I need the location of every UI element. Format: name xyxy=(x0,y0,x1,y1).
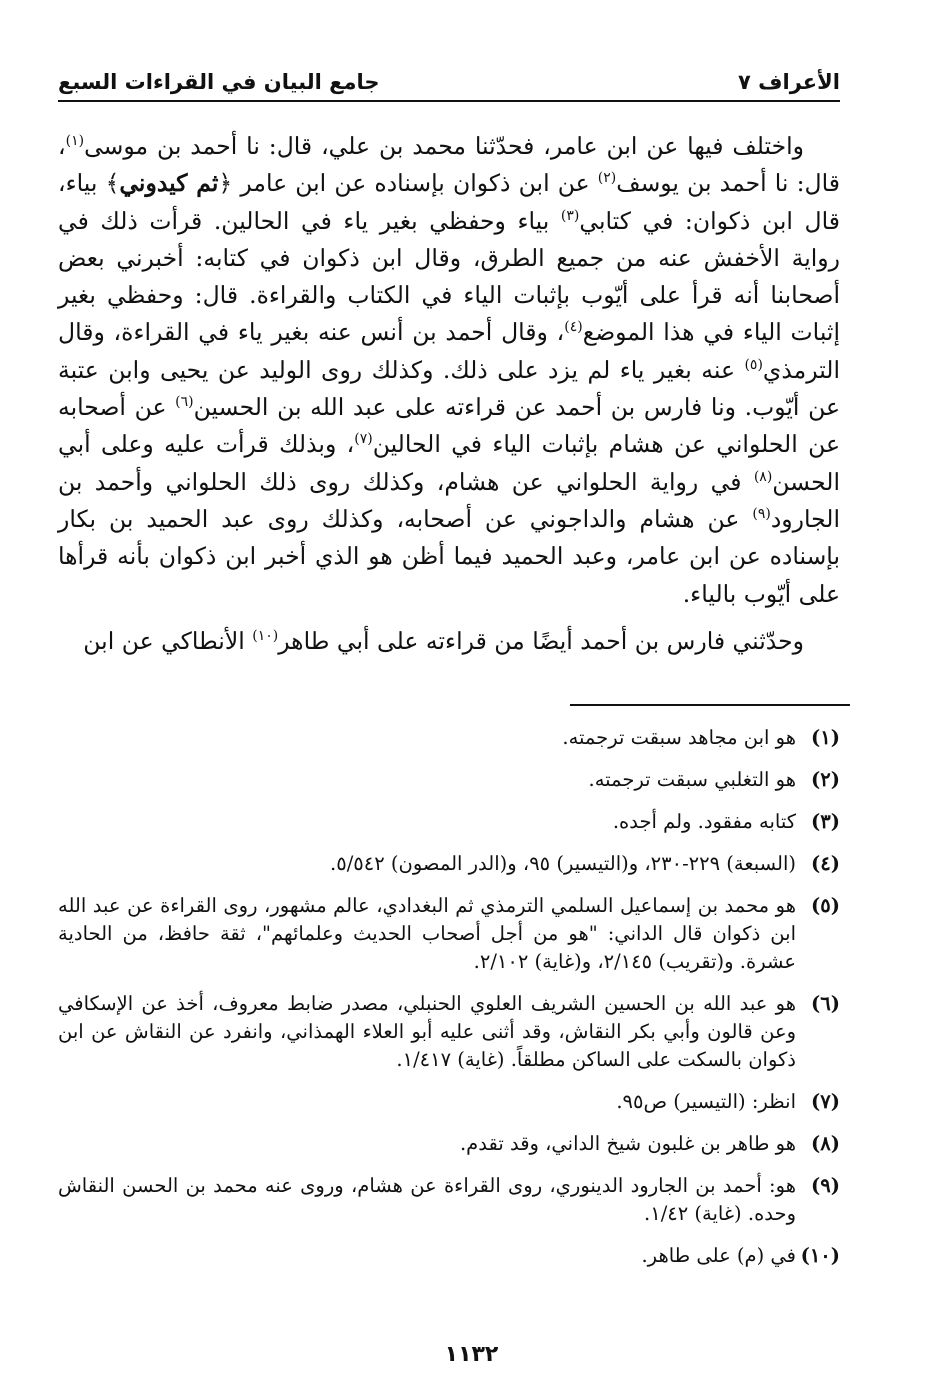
page-number: ١١٣٢ xyxy=(444,1342,499,1367)
text-run: عنه بغير ياء لم يزد على ذلك. وكذلك روى الوليد عن يحيى وابن عتبة عن أيّوب. ونا فارس بن أحمد عن قراءته على عبد الله بن الحسين xyxy=(58,355,840,422)
footnote-number: (٢) xyxy=(811,768,840,791)
footnote-ref-5: (٥) xyxy=(744,356,763,373)
footnotes xyxy=(58,724,840,1284)
footnote xyxy=(58,1088,840,1116)
footnote xyxy=(58,892,840,976)
footnote-ref-1: (١) xyxy=(65,133,85,150)
footnote-text: هو: أحمد بن الجارود الدينوري، روى القراءة عن هشام، وروى عنه محمد بن الحسن النقاش وحده. (غاية) ١/٤٢. xyxy=(58,1174,796,1225)
footnote-ref-10: (١٠) xyxy=(252,628,279,645)
footnote-ref-9: (٩) xyxy=(752,506,771,523)
footnote-divider xyxy=(570,704,850,706)
text-run: بياء وحفظي بغير ياء في الحالين. قرأت ذلك في رواية الأخفش عنه من جميع الطرق، وقال ابن ذكوان في كتابه: أخبرني بعض أصحابنا أنه قرأ على أيّوب بإثبات الياء في الكتاب والقراءة. قال: وحفظي بغير إثبات الياء في هذا الموضع xyxy=(58,206,841,347)
quran-text: ثم كيدوني xyxy=(119,169,219,198)
footnote-number: (٦) xyxy=(811,992,840,1015)
footnote-number: (٨) xyxy=(811,1132,840,1155)
footnote-text: هو التغلبي سبقت ترجمته. xyxy=(588,768,796,791)
footnote xyxy=(58,850,840,878)
footnote-number: (١) xyxy=(811,726,840,749)
paragraph-1 xyxy=(58,128,840,613)
footnote-ref-3: (٣) xyxy=(560,207,580,224)
footnote xyxy=(58,990,840,1074)
surah-label: الأعراف ٧ xyxy=(738,70,840,94)
footnote-number: (٥) xyxy=(811,894,840,917)
text-run: واختلف فيها عن ابن عامر، فحدّثنا محمد بن علي، قال: نا أحمد بن موسى xyxy=(84,132,805,160)
footnote-number: (٧) xyxy=(811,1090,840,1113)
footnote-number: (١٠) xyxy=(800,1244,840,1267)
footnote-text: انظر: (التيسير) ص٩٥. xyxy=(616,1090,796,1113)
text-run: الأنطاكي عن ابن xyxy=(83,626,253,655)
footnote-ref-7: (٧) xyxy=(354,431,373,448)
running-header xyxy=(58,70,840,102)
text-run: ، وبذلك قرأت عليه وعلى أبي الحسن xyxy=(58,430,840,496)
main-text xyxy=(58,128,840,660)
footnote-ref-4: (٤) xyxy=(564,319,583,336)
text-run: ، قال: نا أحمد بن يوسف xyxy=(58,132,840,198)
footnote-text: كتابه مفقود. ولم أجده. xyxy=(612,810,796,833)
ornate-bracket-open: ﴿ xyxy=(218,169,233,198)
text-run: في رواية الحلواني عن هشام، وكذلك روى ذلك الحلواني وأحمد بن الجارود xyxy=(58,467,840,533)
footnote-ref-6: (٦) xyxy=(175,394,194,411)
footnote-number: (٣) xyxy=(811,810,840,833)
footnote xyxy=(58,808,840,836)
footnote-text: هو ابن مجاهد سبقت ترجمته. xyxy=(562,726,796,749)
footnote-text: هو محمد بن إسماعيل السلمي الترمذي ثم البغدادي، عالم مشهور، روى القراءة عن عبد الله ابن ذكوان قال الداني: "هو من أجل أصحاب الحديث وعلمائهم"، ثقة حافظ، من الحادية عشرة. و(تقريب) ٢/١٤٥، و(غاية) ٢/١٠٢. xyxy=(58,894,796,973)
book-title: جامع البيان في القراءات السبع xyxy=(58,70,380,94)
paragraph-2 xyxy=(58,623,840,660)
text-run: بياء، قال ابن ذكوان: في كتابي xyxy=(58,169,840,235)
footnote xyxy=(58,1242,840,1270)
footnote xyxy=(58,1172,840,1228)
footnote-ref-8: (٨) xyxy=(753,468,773,485)
text-run: عن ابن ذكوان بإسناده عن ابن عامر xyxy=(232,169,598,198)
quran-quote xyxy=(106,169,233,197)
footnote-text: هو طاهر بن غلبون شيخ الداني، وقد تقدم. xyxy=(459,1132,796,1155)
footnote-number: (٩) xyxy=(811,1174,840,1197)
footnote xyxy=(58,724,840,752)
footnote-number: (٤) xyxy=(811,852,840,875)
footnote-text: هو عبد الله بن الحسين الشريف العلوي الحنبلي، مصدر ضابط معروف، أخذ عن الإسكافي وعن قالون وأبي بكر النقاش، وقد أثنى عليه أبو العلاء الهمذاني، وانفرد عن النقاش عن ابن ذكوان بالسكت على الساكن مطلقاً. (غاية) ١/٤١٧. xyxy=(58,992,797,1071)
footnote-ref-2: (٢) xyxy=(597,170,617,187)
footnote xyxy=(58,1130,840,1158)
text-run: وحدّثني فارس بن أحمد أيضًا من قراءته على أبي طاهر xyxy=(278,626,804,655)
text-run: عن أصحابه عن الحلواني عن هشام بإثبات الياء في الحالين xyxy=(58,393,840,459)
footnote-text: في (م) على طاهر. xyxy=(641,1244,796,1267)
text-run: ، وقال أحمد بن أنس عنه بغير ياء في القراءة، وقال الترمذي xyxy=(58,318,840,384)
ornate-bracket-close: ﴾ xyxy=(105,169,120,198)
footnote xyxy=(58,766,840,794)
footnote-text: (السبعة) ٢٢٩-٢٣٠، و(التيسير) ٩٥، و(الدر المصون) ٥/٥٤٢. xyxy=(330,852,796,875)
text-run: عن هشام والداجوني عن أصحابه، وكذلك روى عبد الحميد بن بكار بإسناده عن ابن عامر، وعبد الحميد فيما أظن هو الذي أخبر ابن ذكوان بأنه قرأها على أيّوب بالياء. xyxy=(58,504,840,608)
